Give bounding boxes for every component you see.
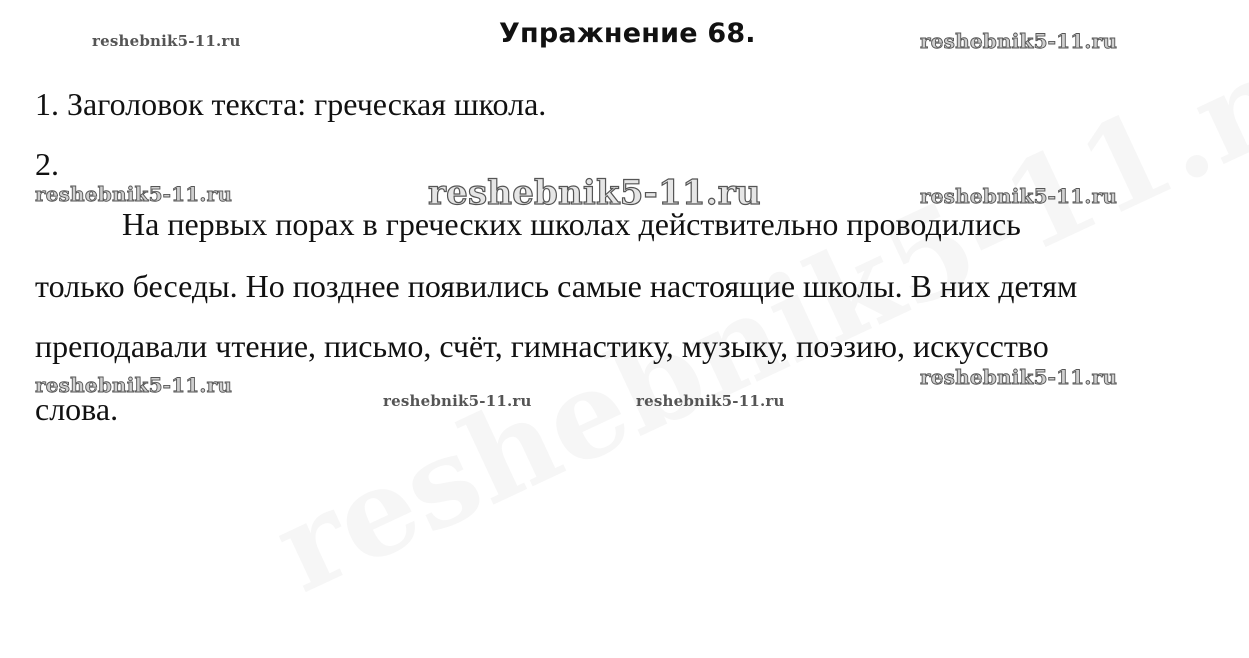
paragraph-line-4: слова.: [35, 391, 119, 427]
watermark-top-right: reshebnik5-11.ru: [920, 29, 1118, 53]
answer-line-1: 1. Заголовок текста: греческая школа.: [35, 86, 547, 122]
paragraph-line-1: На первых порах в греческих школах действительно проводились: [122, 206, 1021, 242]
watermark-bottom-center-right: reshebnik5-11.ru: [636, 392, 785, 410]
watermark-mid-left: reshebnik5-11.ru: [35, 182, 233, 206]
paragraph-line-2: только беседы. Но позднее появились самые настоящие школы. В них детям: [35, 268, 1078, 304]
exercise-title: Упражнение 68.: [499, 18, 756, 49]
watermark-mid-right: reshebnik5-11.ru: [920, 184, 1118, 208]
watermark-lower-left: reshebnik5-11.ru: [35, 373, 233, 397]
answer-line-2-label: 2.: [35, 146, 59, 182]
watermark-top-left: reshebnik5-11.ru: [92, 32, 241, 50]
watermark-lower-right: reshebnik5-11.ru: [920, 365, 1118, 389]
watermark-mid-center: reshebnik5-11.ru: [428, 173, 761, 213]
watermark-bottom-center-left: reshebnik5-11.ru: [383, 392, 532, 410]
paragraph-line-3: преподавали чтение, письмо, счёт, гимнастику, музыку, поэзию, искусство: [35, 328, 1049, 364]
